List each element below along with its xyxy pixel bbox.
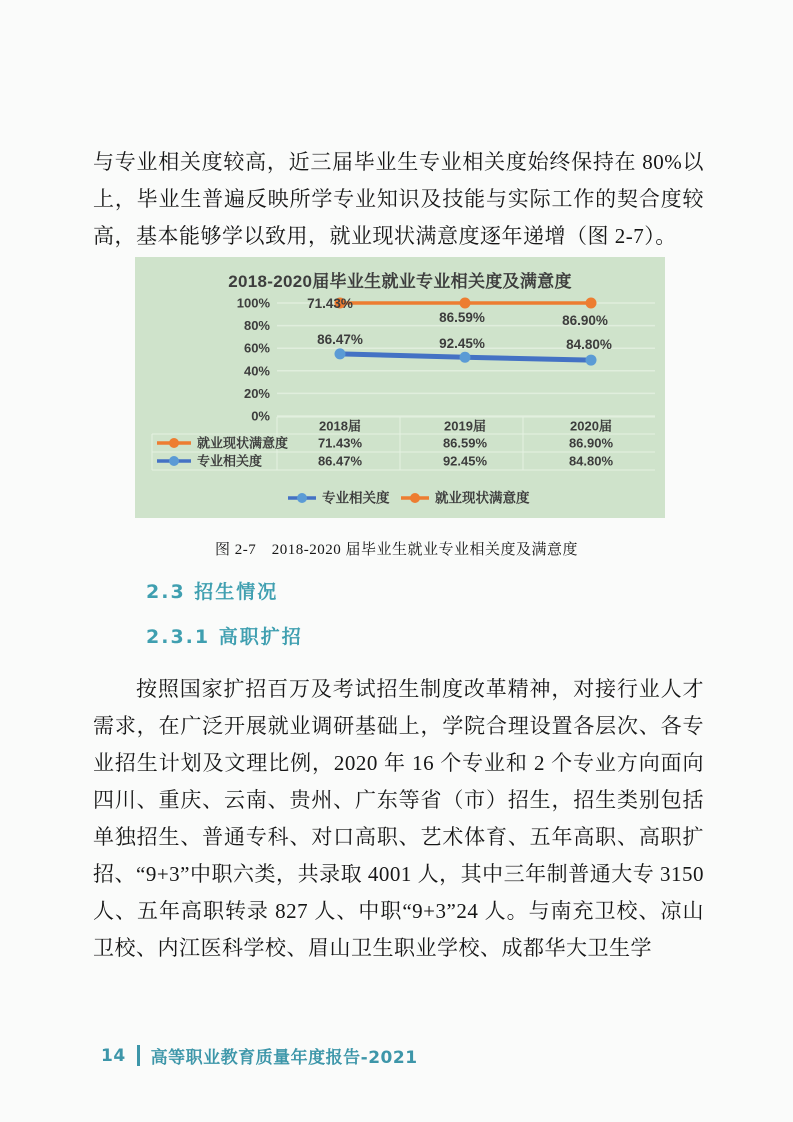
body-paragraph: 按照国家扩招百万及考试招生制度改革精神，对接行业人才需求，在广泛开展就业调研基础上，学院合理设置各层次、各专业招生计划及文理比例，2020 年 16 个专业和 2 个专业方向面向四川、重庆、云南、贵州、广东等省（市）招生，招生类别包括单独招生、普通专科、对口高职、艺术体育、五年高职、高职扩招、“9+3”中职六类，共录取 4001 人，其中三年制普通大专 3150 人、五年高职转录 827 人、中职“9+3”24 人。与南充卫校、凉山卫校、内江医科学校、眉山卫生职业学校、成都华大卫生学 bbox=[93, 677, 704, 960]
table-value: 86.47% bbox=[317, 453, 363, 469]
table-header: 2018届 bbox=[319, 418, 361, 434]
y-axis-tick-label: 100% bbox=[236, 295, 270, 311]
y-axis-tick-label: 80% bbox=[243, 318, 270, 334]
table-value: 71.43% bbox=[317, 435, 363, 451]
series-major-relevance-point bbox=[460, 352, 471, 363]
legend-marker-icon bbox=[297, 493, 307, 503]
paragraph-continuation: 与专业相关度较高，近三届毕业生专业相关度始终保持在 80%以上，毕业生普遍反映所学专业知识及技能与实际工作的契合度较高，基本能够学以致用，就业现状满意度逐年递增（图 2-7）。 bbox=[93, 150, 704, 248]
table-row-label: 就业现状满意度 bbox=[197, 435, 289, 451]
data-label: 86.59% bbox=[439, 310, 485, 325]
series-employment-satisfaction-point bbox=[586, 298, 597, 309]
y-axis-tick-label: 0% bbox=[251, 408, 270, 424]
table-row-marker-icon bbox=[169, 438, 179, 448]
data-label: 92.45% bbox=[439, 336, 485, 352]
table-value: 86.90% bbox=[568, 435, 614, 451]
series-employment-satisfaction-point bbox=[460, 298, 471, 309]
chart-title: 2018-2020届毕业生就业专业相关度及满意度 bbox=[228, 272, 572, 291]
table-value: 92.45% bbox=[442, 453, 488, 469]
footer-divider bbox=[137, 1045, 140, 1066]
page-footer bbox=[101, 1043, 418, 1068]
table-value: 84.80% bbox=[568, 453, 614, 469]
series-major-relevance-point bbox=[335, 348, 346, 359]
table-header: 2019届 bbox=[444, 418, 486, 434]
data-label: 86.90% bbox=[562, 313, 608, 328]
line-chart bbox=[135, 257, 665, 518]
data-label: 86.47% bbox=[317, 331, 363, 347]
section-heading-2-3-1: 2.3.1 高职扩招 bbox=[146, 626, 303, 648]
chart-panel bbox=[135, 257, 665, 518]
table-value: 86.59% bbox=[442, 435, 488, 451]
table-row-marker-icon bbox=[169, 456, 179, 466]
footer-report-title: 高等职业教育质量年度报告-2021 bbox=[150, 1048, 418, 1068]
y-axis-tick-label: 40% bbox=[243, 363, 270, 379]
y-axis-tick-label: 20% bbox=[243, 385, 270, 401]
data-label: 84.80% bbox=[566, 337, 612, 353]
data-label: 71.43% bbox=[307, 296, 353, 311]
legend-label: 就业现状满意度 bbox=[435, 490, 530, 506]
table-row-label: 专业相关度 bbox=[197, 453, 263, 469]
section-heading-2-3: 2.3 招生情况 bbox=[146, 581, 279, 603]
y-axis-tick-label: 60% bbox=[243, 340, 270, 356]
table-header: 2020届 bbox=[570, 418, 612, 434]
figure-caption: 图 2-7 2018-2020 届毕业生就业专业相关度及满意度 bbox=[215, 542, 578, 558]
legend-marker-icon bbox=[410, 493, 420, 503]
legend-label: 专业相关度 bbox=[322, 490, 390, 506]
series-major-relevance-point bbox=[586, 355, 597, 366]
page-number: 14 bbox=[101, 1045, 126, 1066]
